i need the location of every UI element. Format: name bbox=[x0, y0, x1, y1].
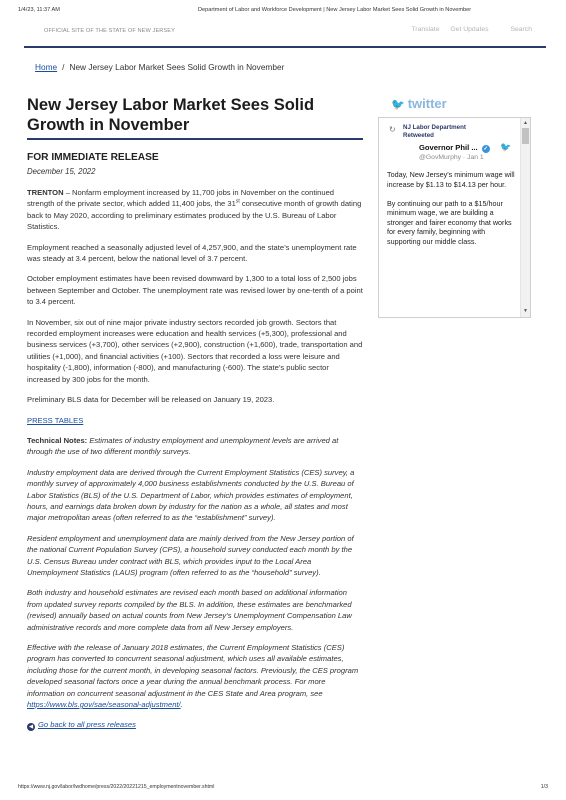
official-site-label: OFFICIAL SITE OF THE STATE OF NEW JERSEY bbox=[44, 28, 175, 34]
tweet-author-name[interactable]: Governor Phil ... bbox=[419, 143, 478, 152]
top-bar bbox=[24, 18, 546, 48]
tweet-handle[interactable]: @GovMurphy · Jan 1 bbox=[419, 154, 484, 161]
back-link[interactable]: Go back to all press releases bbox=[38, 720, 136, 730]
paragraph-next-release: Preliminary BLS data for December will be released on January 19, 2023. bbox=[27, 395, 275, 405]
tweet-paragraph: Today, New Jersey’s minimum wage will increase by $1.13 to $14.13 per hour. bbox=[387, 170, 515, 189]
release-date: December 15, 2022 bbox=[27, 167, 96, 176]
print-header bbox=[18, 7, 548, 17]
retweeted-label: Retweeted bbox=[403, 132, 434, 139]
paragraph-sectors: In November, six out of nine major private industry sectors recorded job growth. Sectors that recorded employment increases were education and health services (+5,300), professional and business services (+3,700), other services (+2,900), construction (+1,600), trade, transportation and utilities (+1,000), and financial activities (+100). Sectors that recorded a loss were leisure and hospitality (-1,800), information (-800), and manufacturing (-600). The state’s public sector increased by 300 jobs for the month. bbox=[27, 317, 363, 384]
retweet-icon: ↻ bbox=[389, 125, 396, 134]
twitter-heading-text: twitter bbox=[407, 96, 447, 111]
retweet-info bbox=[389, 124, 466, 140]
retweeter-name[interactable]: NJ Labor Department bbox=[403, 124, 466, 131]
paragraph-employment: Employment reached a seasonally adjusted level of 4,257,900, and the state’s unemployment rate was steady at 3.4 percent, below the national level of 3.7 percent. bbox=[27, 242, 357, 264]
tweet-text bbox=[387, 170, 519, 246]
paragraph-revision: October employment estimates have been revised downward by 1,300 to a total loss of 2,500 jobs between September and October. The unemployment rate was revised lower by one-tenth of a point to 3.4 percent. bbox=[27, 274, 363, 307]
print-page-number: 1/3 bbox=[540, 784, 548, 790]
paragraph-revised: Both industry and household estimates are revised each month based on additional information from updated survey reports compiled by the BLS. In addition, these estimates are benchmarked (revised) annually based on actual counts from New Jersey’s Unemployment Compensation Law administrative records and more complete data from all New Jersey employers. bbox=[27, 588, 352, 632]
twitter-bird-icon: 🐦 bbox=[391, 99, 405, 111]
arrow-left-circle-icon: ◀ bbox=[28, 724, 34, 731]
twitter-heading bbox=[391, 96, 447, 111]
breadcrumb-separator: / bbox=[62, 62, 65, 72]
ordinal-suffix: st bbox=[235, 198, 240, 205]
twitter-bird-icon[interactable]: 🐦 bbox=[500, 142, 512, 152]
search-link[interactable]: Search bbox=[510, 26, 532, 33]
top-nav bbox=[402, 26, 532, 33]
page-title: New Jersey Labor Market Sees Solid Growth in November bbox=[27, 95, 363, 140]
print-footer bbox=[18, 784, 548, 790]
article bbox=[27, 95, 363, 731]
paragraph-lead bbox=[27, 187, 363, 233]
dateline: TRENTON bbox=[27, 188, 64, 197]
paragraph-technical-notes bbox=[27, 435, 363, 458]
press-tables-link[interactable]: PRESS TABLES bbox=[27, 415, 84, 425]
breadcrumb-home-link[interactable]: Home bbox=[35, 62, 58, 72]
scroll-thumb[interactable] bbox=[522, 128, 529, 144]
tweet-author[interactable] bbox=[419, 143, 490, 153]
print-url: https://www.nj.gov/labor/lwdhome/press/2022/20221215_employmentnovember.shtml bbox=[18, 784, 215, 790]
scroll-up-icon[interactable]: ▲ bbox=[523, 120, 528, 126]
bls-seasonal-link[interactable]: https://www.bls.gov/sae/seasonal-adjustment/ bbox=[27, 700, 181, 710]
technical-notes-label: Technical Notes: bbox=[27, 435, 88, 445]
verified-icon: ✓ bbox=[483, 146, 488, 152]
technical-notes-text: Estimates of industry employment and unemployment levels are arrived at through the use of two different monthly surveys. bbox=[27, 435, 339, 457]
paragraph-cps: Resident employment and unemployment data are mainly derived from the New Jersey portion of the national Current Population Survey (CPS), a household survey conducted each month by the U.S. Census Bureau under contract with BLS, which provides input to the Local Area Unemployment Statistics (LAUS) program (often referred to as the “household” survey). bbox=[27, 533, 354, 577]
tweet-paragraph: By continuing our path to a $15/hour minimum wage, we are building a stronger and fairer economy that works for every family, beginning with supporting our middle class. bbox=[387, 198, 512, 246]
seasonal-text: Effective with the release of January 2018 estimates, the Current Employment Statistics (CES) program has converted to concurrent seasonal adjustment, which uses all available estimates, including those for the current month, in developing seasonal factors. Previously, the CES program developed seasonal factors once a year during the annual benchmark process. For more information on concurrent seasonal adjustment in the CES State and Area program, see bbox=[27, 643, 359, 698]
lead-text-b: consecutive month of growth dating back to May 2020, according to preliminary estimates produced by the U.S. Bureau of Labor Statistics. bbox=[27, 199, 362, 232]
paragraph-ces: Industry employment data are derived through the Current Employment Statistics (CES) survey, a monthly survey of approximately 4,000 business establishments conducted by the U.S. Bureau of Labor Statistics (BLS) of the U.S. Department of Labor, which provides estimates of employment, hours, and earnings data broken down by industry for the nation as a whole, all states and most major metropolitan areas (often referred to as the “establishment” survey). bbox=[27, 467, 355, 523]
translate-link[interactable]: Translate bbox=[411, 26, 440, 33]
back-to-releases[interactable] bbox=[27, 720, 363, 731]
lead-text-a: – Nonfarm employment increased by 11,700 jobs in November on the continued strength of the private sector, which added 11,400 jobs, the 31 bbox=[27, 188, 335, 209]
breadcrumb bbox=[35, 62, 284, 72]
widget-scrollbar[interactable] bbox=[520, 118, 530, 317]
print-title: Department of Labor and Workforce Development | New Jersey Labor Market Sees Solid Growth in November bbox=[198, 7, 472, 13]
get-updates-link[interactable]: Get Updates bbox=[450, 26, 489, 33]
twitter-widget[interactable] bbox=[378, 117, 531, 318]
breadcrumb-current: New Jersey Labor Market Sees Solid Growth in November bbox=[69, 62, 285, 72]
seasonal-text-end: . bbox=[180, 700, 183, 710]
paragraph-seasonal bbox=[27, 642, 363, 710]
release-label: FOR IMMEDIATE RELEASE bbox=[27, 152, 159, 163]
scroll-down-icon[interactable]: ▼ bbox=[523, 308, 528, 314]
print-datetime: 1/4/23, 11:37 AM bbox=[18, 7, 60, 13]
